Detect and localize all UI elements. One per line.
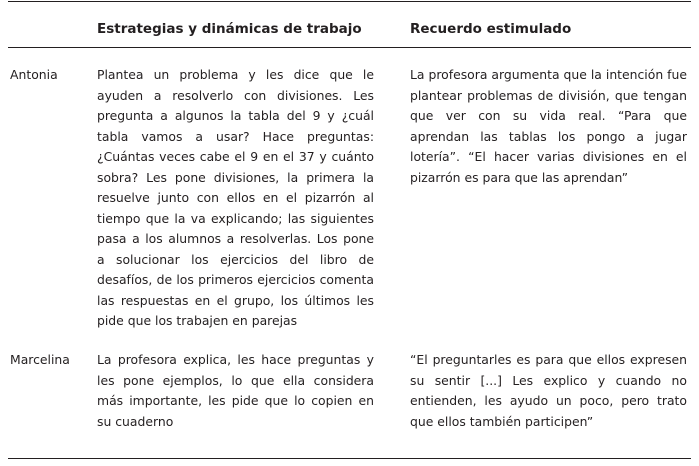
row-name-marcelina: Marcelina — [10, 352, 70, 367]
row-strategies-marcelina: La profesora explica, les hace preguntas y les pone ejemplos, lo que ella considera más importante, les pide que lo copien en su cuaderno — [97, 352, 374, 429]
header-strategies: Estrategias y dinámicas de trabajo — [97, 21, 362, 37]
row-recall-marcelina: “El preguntarles es para que ellos expresen su sentir [...] Les explico y cuando no entienden, les ayudo un poco, pero trato que ellos también participen” — [410, 352, 687, 429]
row-strategies-antonia: Plantea un problema y les dice que le ayuden a resolverlo con divisiones. Les pregunta a algunos la tabla del 9 y ¿cuál tabla vamos a usar? Hace preguntas: ¿Cuántas veces cabe el 9 en el 37 y cuánto sobra? Les pone divisiones, la primera la resuelve junto con ellos en el pizarrón al tiempo que la va explicando; las siguientes pasa a los alumnos a resolverlas. Los pone a solucionar los ejercicios del libro de desafíos, de los primeros ejercicios comenta las respuestas en el grupo, los últimos les pide que los trabajen en parejas — [97, 67, 374, 328]
table-header-rule — [8, 47, 691, 48]
header-recall: Recuerdo estimulado — [410, 21, 572, 37]
row-recall-antonia: La profesora argumenta que la intención fue plantear problemas de división, que tengan que ver con su vida real. “Para que aprendan las tablas los pongo a jugar lotería”. “El hacer varias divisiones en el pizarrón es para que las aprendan” — [410, 67, 687, 185]
table-bottom-rule — [8, 458, 691, 459]
row-name-antonia: Antonia — [10, 67, 58, 82]
table-top-rule — [8, 1, 691, 2]
